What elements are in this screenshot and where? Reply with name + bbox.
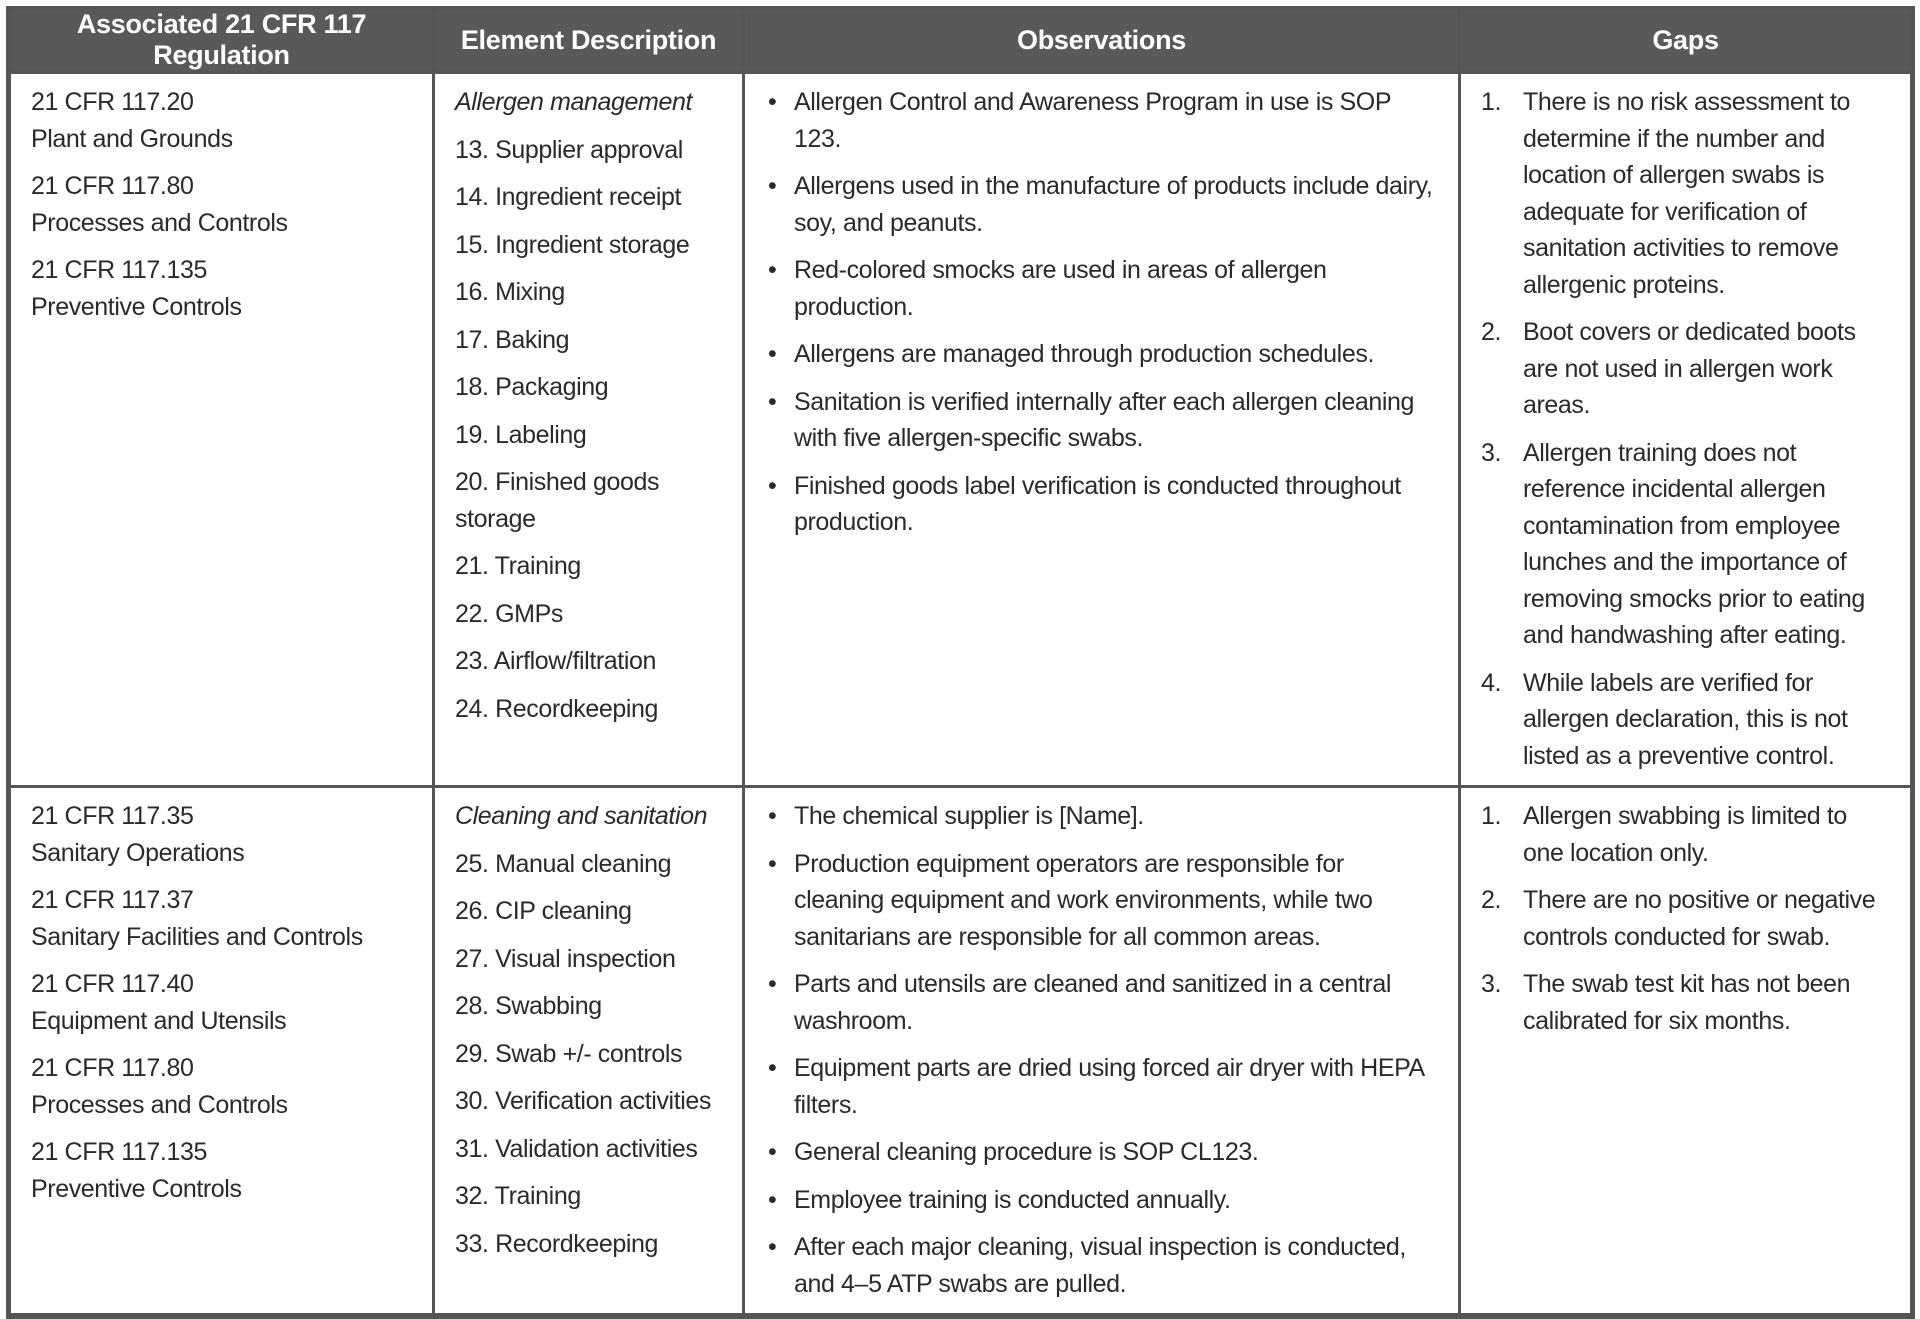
gap-number: 3.	[1481, 970, 1502, 998]
regulation-code: 21 CFR 117.37	[31, 886, 194, 914]
header-gaps: Gaps	[1460, 8, 1913, 73]
gap-text: There are no positive or negative controls conducted for swab.	[1523, 886, 1876, 951]
regulation-entry	[31, 966, 412, 1039]
gap-item	[1481, 798, 1890, 871]
regulation-code: 21 CFR 117.135	[31, 1138, 207, 1166]
gap-number: 3.	[1481, 438, 1502, 467]
element-item: 28. Swabbing	[455, 992, 602, 1020]
gap-number: 1.	[1481, 802, 1502, 830]
element-item: 27. Visual inspection	[455, 944, 676, 973]
regulation-name: Processes and Controls	[31, 208, 288, 237]
element-item: 29. Swab +/- controls	[455, 1039, 683, 1068]
gap-item	[1481, 314, 1890, 424]
regulation-name: Preventive Controls	[31, 1174, 242, 1203]
regulation-entry	[31, 882, 412, 955]
regulation-entry	[31, 168, 412, 241]
regulation-name: Plant and Grounds	[31, 124, 233, 153]
regulation-code: 21 CFR 117.80	[31, 172, 194, 200]
element-item: 20. Finished goods storage	[455, 468, 660, 533]
regulation-code: 21 CFR 117.20	[31, 88, 194, 116]
gap-number: 2.	[1481, 886, 1502, 914]
regulation-name: Sanitary Facilities and Controls	[31, 922, 363, 951]
gap-item	[1481, 966, 1890, 1039]
element-item: 13. Supplier approval	[455, 135, 683, 164]
gap-item	[1481, 882, 1890, 955]
gap-number: 4.	[1481, 668, 1502, 697]
elements-cell	[434, 787, 744, 1317]
observation-item: • Allergens are managed through production schedules.	[765, 336, 1438, 373]
table-row-allergen	[9, 73, 1913, 787]
observation-item: • Production equipment operators are responsible for cleaning equipment and work environments, while two sanitarians are responsible for all common areas.	[765, 846, 1438, 956]
regulation-name: Processes and Controls	[31, 1090, 288, 1119]
gap-number: 1.	[1481, 88, 1502, 116]
regulation-code: 21 CFR 117.35	[31, 802, 194, 830]
element-item: 19. Labeling	[455, 420, 587, 449]
observations-cell	[744, 73, 1460, 787]
regulation-entry	[31, 1134, 412, 1207]
gap-item	[1481, 84, 1890, 303]
regulation-entry	[31, 84, 412, 157]
element-item: 15. Ingredient storage	[455, 230, 690, 259]
gaps-cell	[1460, 787, 1913, 1317]
regulation-name: Preventive Controls	[31, 292, 242, 321]
gap-text: Allergen training does not reference incidental allergen contamination from employee lunches and the importance of removing smocks prior to eating and handwashing after eating.	[1523, 438, 1865, 649]
regulation-code: 21 CFR 117.40	[31, 970, 194, 998]
element-item: 14. Ingredient receipt	[455, 183, 682, 211]
regulation-gap-table	[6, 6, 1915, 1319]
regulation-code: 21 CFR 117.135	[31, 256, 207, 284]
gap-text: Allergen swabbing is limited to one location only.	[1523, 802, 1847, 867]
observations-cell	[744, 787, 1460, 1317]
header-row	[9, 8, 1913, 73]
observation-item: • Finished goods label verification is conducted throughout production.	[765, 468, 1438, 541]
observation-item: • Sanitation is verified internally after each allergen cleaning with five allergen-specific swabs.	[765, 384, 1438, 457]
gap-item	[1481, 435, 1890, 654]
regulation-entry	[31, 1050, 412, 1123]
element-item: 33. Recordkeeping	[455, 1229, 659, 1258]
gap-item	[1481, 665, 1890, 775]
element-item: 32. Training	[455, 1182, 581, 1210]
gap-text: While labels are verified for allergen declaration, this is not listed as a preventive control.	[1523, 668, 1848, 770]
observation-item: • Red-colored smocks are used in areas of allergen production.	[765, 252, 1438, 325]
regulation-name: Sanitary Operations	[31, 838, 245, 867]
element-item: 16. Mixing	[455, 278, 565, 306]
element-heading: Cleaning and sanitation	[455, 802, 708, 830]
header-element-description: Element Description	[434, 8, 744, 73]
observation-item: • Equipment parts are dried using forced air dryer with HEPA filters.	[765, 1050, 1438, 1123]
gaps-list	[1481, 84, 1890, 774]
regulation-entry	[31, 252, 412, 325]
element-item: 24. Recordkeeping	[455, 694, 659, 723]
element-item: 21. Training	[455, 552, 581, 580]
observation-item: • Allergen Control and Awareness Program in use is SOP 123.	[765, 84, 1438, 157]
element-item: 18. Packaging	[455, 373, 609, 401]
observation-item: • Parts and utensils are cleaned and sanitized in a central washroom.	[765, 966, 1438, 1039]
gap-text: Boot covers or dedicated boots are not used in allergen work areas.	[1523, 318, 1856, 419]
element-item: 22. GMPs	[455, 599, 563, 628]
gap-number: 2.	[1481, 318, 1502, 346]
observation-item: • General cleaning procedure is SOP CL123.	[765, 1134, 1438, 1171]
element-item: 26. CIP cleaning	[455, 897, 632, 925]
header-observations: Observations	[744, 8, 1460, 73]
element-item: 25. Manual cleaning	[455, 849, 672, 878]
element-item: 30. Verification activities	[455, 1087, 711, 1115]
gaps-cell	[1460, 73, 1913, 787]
gap-text: There is no risk assessment to determine if the number and location of allergen swabs is adequate for verification of sanitation activities to remove allergenic proteins.	[1523, 88, 1851, 299]
regulations-cell	[9, 73, 434, 787]
regulation-code: 21 CFR 117.80	[31, 1054, 194, 1082]
observation-item: • After each major cleaning, visual inspection is conducted, and 4–5 ATP swabs are pulled.	[765, 1229, 1438, 1302]
regulation-name: Equipment and Utensils	[31, 1006, 287, 1035]
element-item: 17. Baking	[455, 325, 570, 354]
gap-text: The swab test kit has not been calibrated for six months.	[1523, 970, 1851, 1035]
gaps-list	[1481, 798, 1890, 1039]
regulations-cell	[9, 787, 434, 1317]
observation-item: • Employee training is conducted annually.	[765, 1182, 1438, 1219]
elements-cell	[434, 73, 744, 787]
observations-list	[765, 84, 1438, 541]
observation-item: • The chemical supplier is [Name].	[765, 798, 1438, 835]
element-item: 23. Airflow/filtration	[455, 647, 657, 675]
observations-list	[765, 798, 1438, 1302]
element-item: 31. Validation activities	[455, 1134, 698, 1163]
regulation-entry	[31, 798, 412, 871]
observation-item: • Allergens used in the manufacture of products include dairy, soy, and peanuts.	[765, 168, 1438, 241]
header-regulation: Associated 21 CFR 117 Regulation	[9, 8, 434, 73]
table-row-cleaning	[9, 787, 1913, 1317]
element-heading: Allergen management	[455, 88, 692, 116]
